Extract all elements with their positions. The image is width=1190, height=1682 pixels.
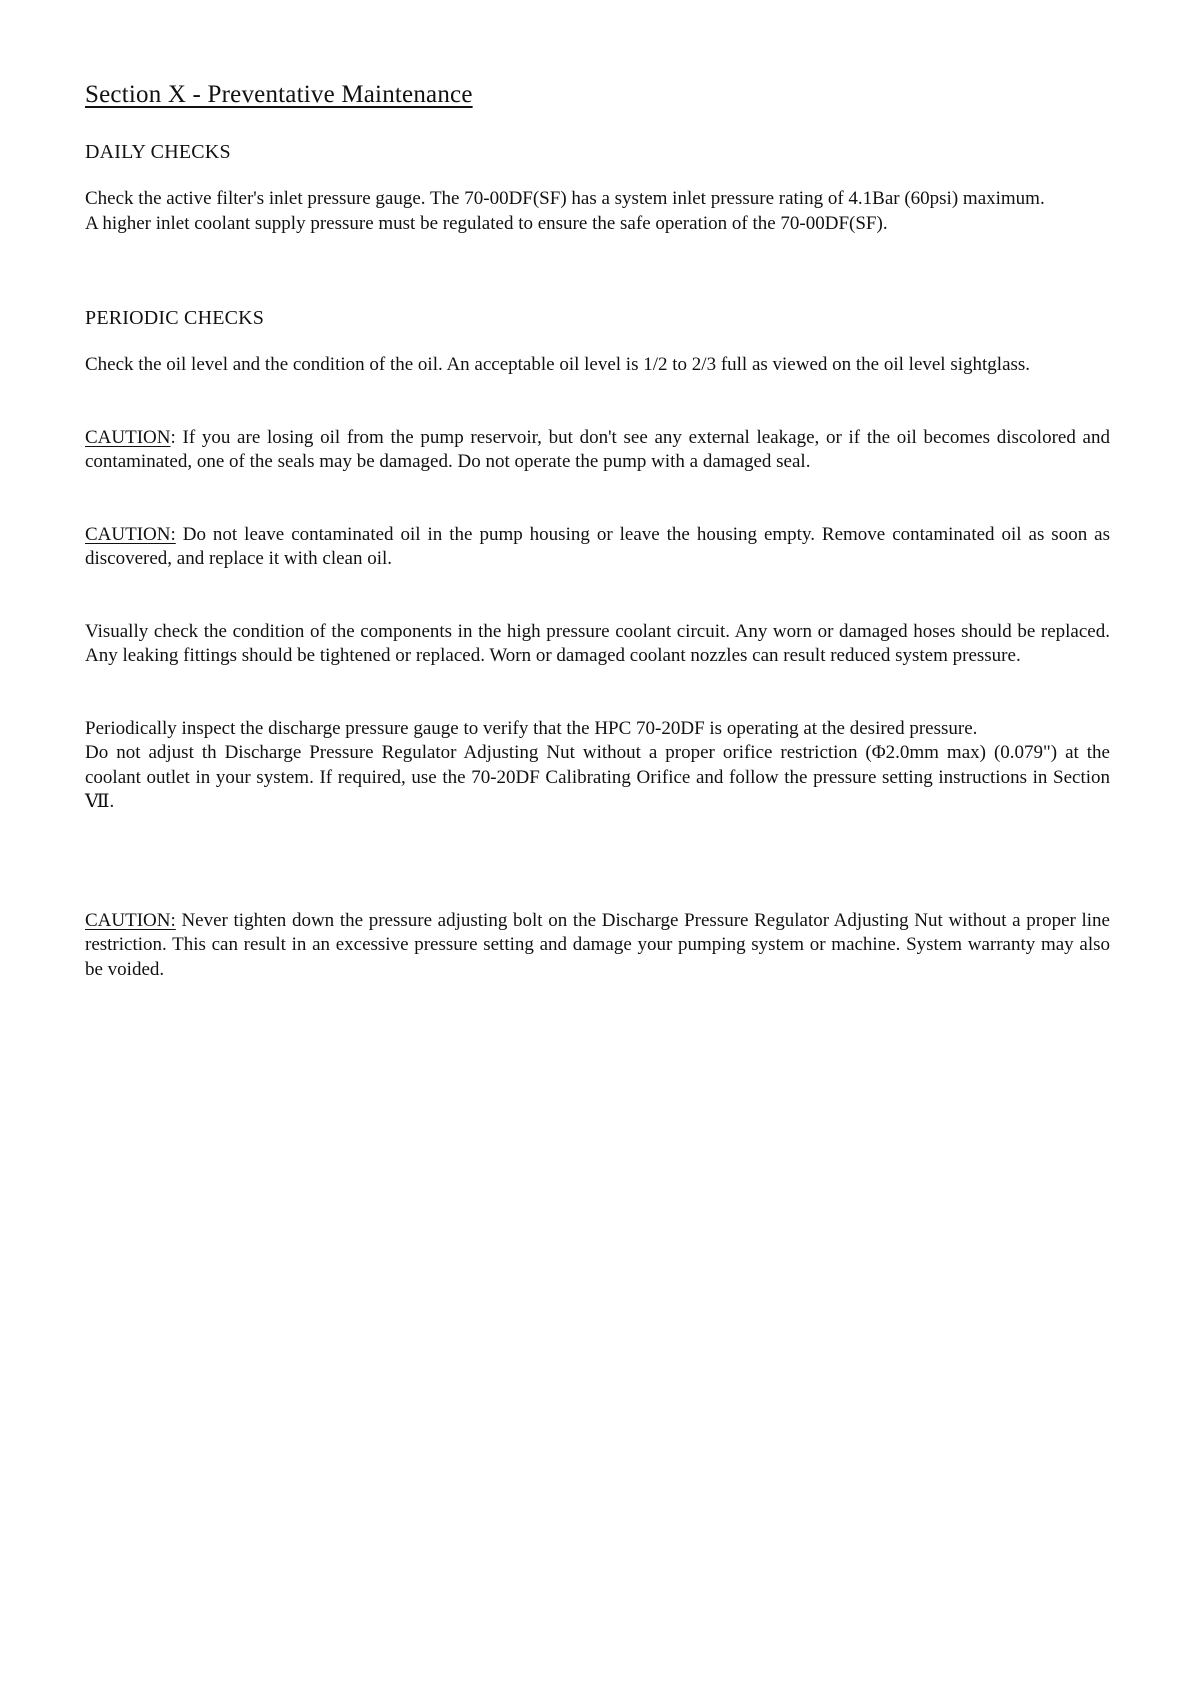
caution-adjusting-bolt-text: Never tighten down the pressure adjusting bolt on the Discharge Pressure Regulator Adjusting Nut without a proper line restriction. This can result in an excessive pressure setting and damage your pumping system or machine. System warranty may also be voided. — [85, 909, 1110, 980]
caution-seal-paragraph — [85, 426, 1110, 475]
spacer — [85, 815, 1110, 909]
caution-contaminated-oil-text: Do not leave contaminated oil in the pump housing or leave the housing empty. Remove contaminated oil as soon as discovered, and replace it with clean oil. — [85, 523, 1110, 569]
caution-label: CAUTION: — [85, 523, 176, 545]
periodic-checks-heading: PERIODIC CHECKS — [85, 307, 265, 329]
discharge-gauge-paragraph — [85, 717, 1110, 815]
discharge-gauge-line-1: Periodically inspect the discharge pressure gauge to verify that the HPC 70-20DF is operating at the desired pressure. — [85, 717, 978, 739]
daily-checks-paragraph — [85, 187, 1110, 236]
spacer — [85, 669, 1110, 717]
daily-checks-line-2: A higher inlet coolant supply pressure must be regulated to ensure the safe operation of the 70-00DF(SF). — [85, 212, 888, 234]
caution-seal-text: : If you are losing oil from the pump reservoir, but don't see any external leakage, or if the oil becomes discolored and contaminated, one of the seals may be damaged. Do not operate the pump with a damaged seal. — [85, 426, 1110, 472]
caution-contaminated-oil-paragraph — [85, 523, 1110, 572]
daily-checks-heading: DAILY CHECKS — [85, 141, 231, 163]
spacer — [85, 378, 1110, 426]
caution-label: CAUTION — [85, 426, 171, 448]
spacer — [85, 236, 1110, 306]
caution-label: CAUTION: — [85, 909, 176, 931]
oil-level-paragraph: Check the oil level and the condition of the oil. An acceptable oil level is 1/2 to 2/3 full as viewed on the oil level sightglass. — [85, 354, 1031, 375]
discharge-gauge-line-2: Do not adjust th Discharge Pressure Regulator Adjusting Nut without a proper orifice restriction (Φ2.0mm max) (0.079") at the coolant outlet in your system. If required, use the 70-20DF Calibrating Orifice and follow the pressure setting instructions in Section Ⅶ. — [85, 742, 1110, 812]
spacer — [85, 475, 1110, 523]
daily-checks-line-1: Check the active filter's inlet pressure gauge. The 70-00DF(SF) has a system inlet pressure rating of 4.1Bar (60psi) maximum. — [85, 188, 1045, 209]
document-content — [85, 80, 1110, 982]
caution-adjusting-bolt-paragraph — [85, 909, 1110, 983]
spacer — [85, 572, 1110, 620]
section-title: Section X - Preventative Maintenance — [85, 81, 473, 108]
visual-check-paragraph: Visually check the condition of the components in the high pressure coolant circuit. Any worn or damaged hoses should be replaced. Any leaking fittings should be tightened or replaced. Worn or damaged coolant nozzles can result reduced system pressure. — [85, 620, 1110, 666]
